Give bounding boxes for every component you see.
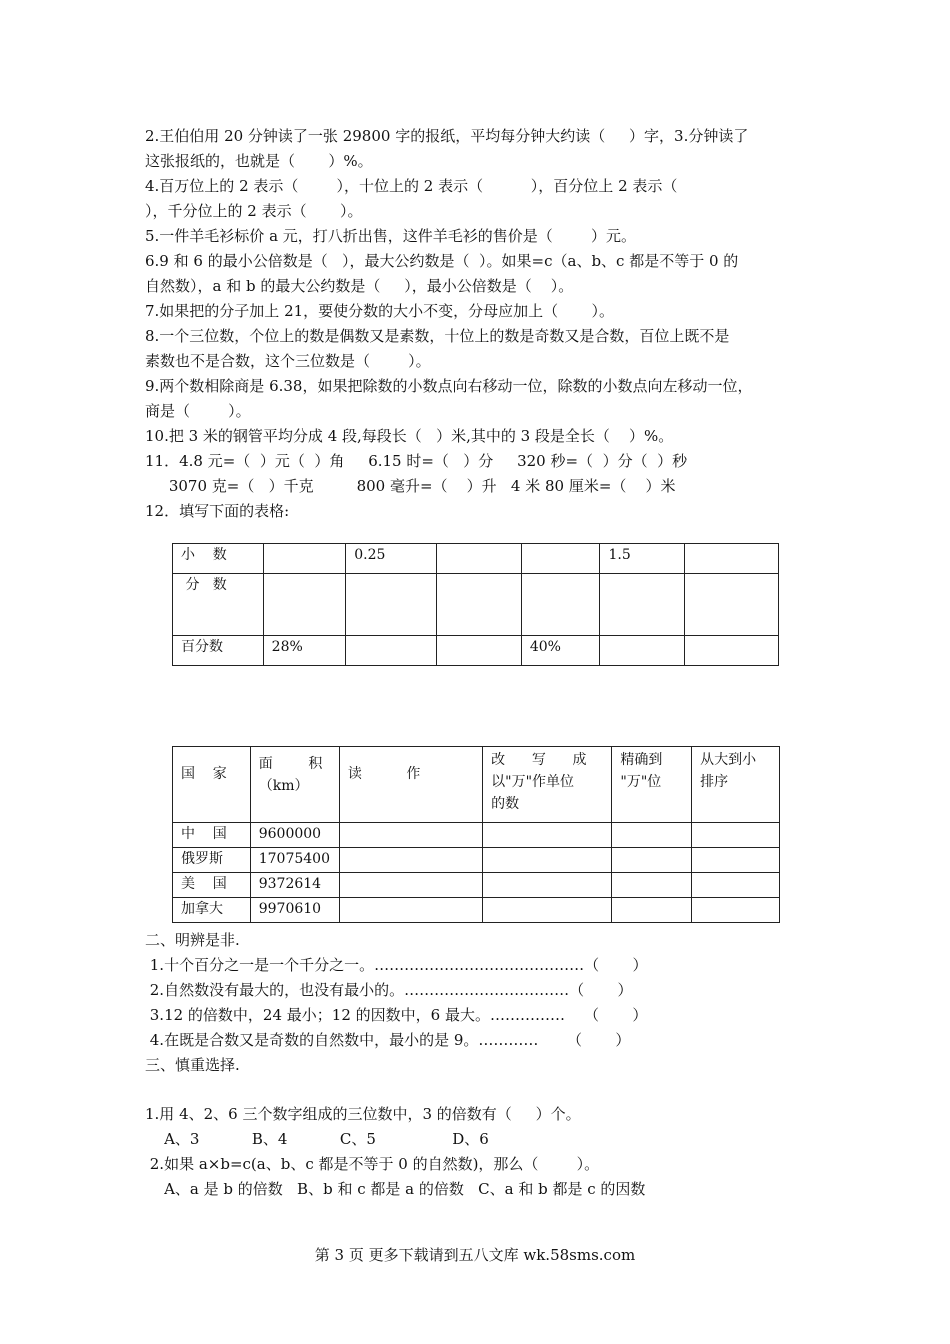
question-9-line-2: 商是（ ）。: [145, 402, 251, 420]
true-false-item-1: 1.十个百分之一是一个千分之一。……………………………………（ ）: [145, 956, 648, 974]
table-cell: [612, 823, 692, 848]
table-header-cell: 面 积 （km）: [250, 747, 339, 823]
table-row: [173, 823, 780, 848]
table-cell: [339, 898, 482, 923]
question-8-line-1: 8.一个三位数，个位上的数是偶数又是素数，十位上的数是奇数又是合数，百位上既不是: [145, 327, 730, 345]
choice-question-1-options: A、3 B、4 C、5 D、6: [145, 1130, 489, 1148]
table-cell: 0.25: [346, 544, 436, 574]
table-cell: 俄罗斯: [173, 848, 251, 873]
table-cell: [684, 574, 778, 636]
table-cell: [612, 848, 692, 873]
question-12: 12．填写下面的表格:: [145, 502, 290, 520]
table-cell: [436, 636, 521, 666]
table-cell: [483, 873, 612, 898]
question-11-line-1: 11．4.8 元=（ ）元（ ）角 6.15 时=（ ）分 320 秒=（ ）分（ ）秒: [145, 452, 688, 470]
table-cell: [521, 574, 600, 636]
table-header-row: [173, 747, 780, 823]
section-2-title: 二、明辨是非.: [145, 931, 240, 949]
table-cell: [692, 823, 780, 848]
question-6-line-1: 6.9 和 6 的最小公倍数是（ ），最大公约数是（ ）。如果=c（a、b、c 都是不等于 0 的: [145, 252, 739, 270]
table-header-cell: 国 家: [173, 747, 251, 823]
table-cell: [612, 873, 692, 898]
table-cell: 1.5: [600, 544, 684, 574]
table-cell: [339, 823, 482, 848]
section-3-title: 三、慎重选择.: [145, 1056, 240, 1074]
choice-question-2: 2.如果 a×b=c(a、b、c 都是不等于 0 的自然数)，那么（ ）。: [145, 1155, 600, 1173]
table-header-cell: 改 写 成 以"万"作单位 的数: [483, 747, 612, 823]
table-cell: 百分数: [173, 636, 264, 666]
table-header-cell: 读 作: [339, 747, 482, 823]
table-cell: [483, 848, 612, 873]
true-false-item-3: 3.12 的倍数中，24 最小；12 的因数中，6 最大。…………… （ ）: [145, 1006, 648, 1024]
table-cell: [339, 873, 482, 898]
table-cell: 中 国: [173, 823, 251, 848]
question-7: 7.如果把的分子加上 21，要使分数的大小不变，分母应加上（ ）。: [145, 302, 615, 320]
table-cell: 17075400: [250, 848, 339, 873]
table-cell: 9600000: [250, 823, 339, 848]
question-9-line-1: 9.两个数相除商是 6.38，如果把除数的小数点向右移动一位，除数的小数点向左移动一位，: [145, 377, 753, 395]
table-cell: [692, 848, 780, 873]
table-header-cell: 精确到 "万"位: [612, 747, 692, 823]
table-cell: [339, 848, 482, 873]
fraction-table: [172, 543, 779, 666]
page-footer: 第 3 页 更多下载请到五八文库 wk.58sms.com: [314, 1246, 636, 1264]
question-2-line-1: 2.王伯伯用 20 分钟读了一张 29800 字的报纸，平均每分钟大约读（ ）字，3.分钟读了: [145, 127, 749, 145]
table-cell: [600, 574, 684, 636]
table-cell: 40%: [521, 636, 600, 666]
choice-question-1: 1.用 4、2、6 三个数字组成的三位数中，3 的倍数有（ ）个。: [145, 1105, 581, 1123]
country-area-table: [172, 746, 780, 923]
table-cell: [612, 898, 692, 923]
table-cell: [263, 544, 346, 574]
table-cell: [436, 574, 521, 636]
table-cell: [692, 898, 780, 923]
question-5: 5.一件羊毛衫标价 a 元，打八折出售，这件羊毛衫的售价是（ ）元。: [145, 227, 636, 245]
question-6-line-2: 自然数），a 和 b 的最大公约数是（ ），最小公倍数是（ ）。: [145, 277, 574, 295]
table-cell: 9970610: [250, 898, 339, 923]
table-cell: 加拿大: [173, 898, 251, 923]
true-false-item-4: 4.在既是合数又是奇数的自然数中，最小的是 9。………… （ ）: [145, 1031, 631, 1049]
table-cell: [346, 636, 436, 666]
table-row: [173, 898, 780, 923]
table-row: [173, 873, 780, 898]
question-4-line-2: ），千分位上的 2 表示（ ）。: [145, 202, 363, 220]
table-cell: [436, 544, 521, 574]
table-cell: [684, 544, 778, 574]
question-10: 10.把 3 米的钢管平均分成 4 段,每段长（ ）米,其中的 3 段是全长（ ）%。: [145, 427, 674, 445]
table-cell: [692, 873, 780, 898]
table-cell: 小 数: [173, 544, 264, 574]
table-cell: [483, 898, 612, 923]
table-cell: 9372614: [250, 873, 339, 898]
table-cell: [263, 574, 346, 636]
table-cell: 美 国: [173, 873, 251, 898]
question-4-line-1: 4.百万位上的 2 表示（ ），十位上的 2 表示（ ），百分位上 2 表示（: [145, 177, 678, 195]
table-cell: [684, 636, 778, 666]
true-false-item-2: 2.自然数没有最大的，也没有最小的。……………………………（ ）: [145, 981, 633, 999]
table-header-cell: 从大到小 排序: [692, 747, 780, 823]
table-cell: 28%: [263, 636, 346, 666]
question-11-line-2: 3070 克=（ ）千克 800 毫升=（ ）升 4 米 80 厘米=（ ）米: [145, 477, 676, 495]
table-row: [173, 848, 780, 873]
table-cell: [600, 636, 684, 666]
table-cell: [346, 574, 436, 636]
table-cell: [521, 544, 600, 574]
table-row: [173, 544, 779, 574]
table-cell: 分 数: [173, 574, 264, 636]
table-row: [173, 636, 779, 666]
table-cell: [483, 823, 612, 848]
table-row: [173, 574, 779, 636]
question-8-line-2: 素数也不是合数，这个三位数是（ ）。: [145, 352, 431, 370]
choice-question-2-options: A、a 是 b 的倍数 B、b 和 c 都是 a 的倍数 C、a 和 b 都是 c 的因数: [145, 1180, 646, 1198]
question-2-line-2: 这张报纸的，也就是（ ）%。: [145, 152, 373, 170]
